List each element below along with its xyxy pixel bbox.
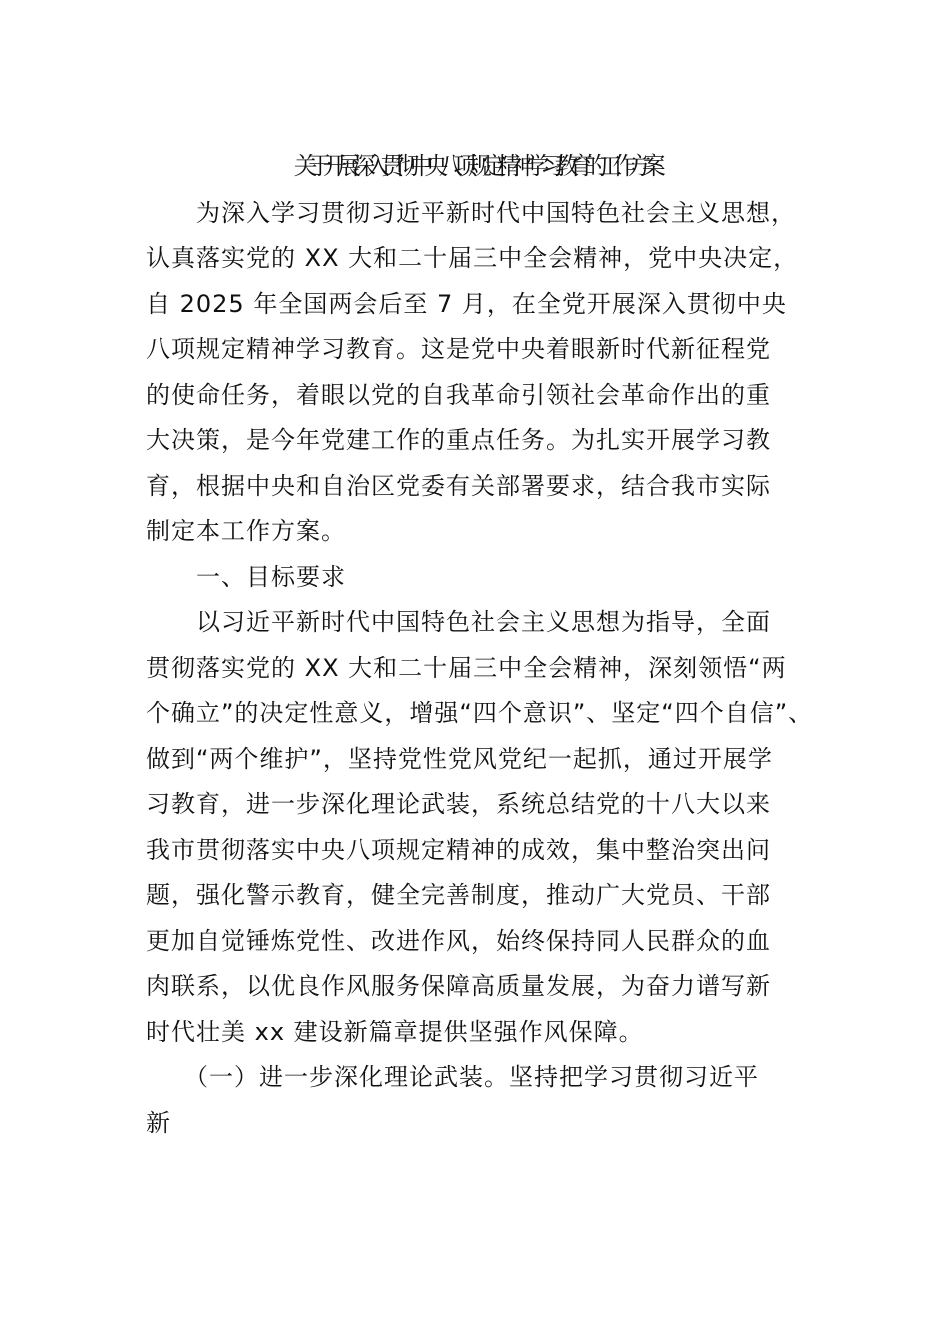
body-line: 新 — [146, 1109, 171, 1137]
body-line: 题，强化警示教育，健全完善制度，推动广大党员、干部 — [146, 881, 771, 909]
body-line: 时代壮美 xx 建设新篇章提供坚强作风保障。 — [146, 1018, 644, 1046]
body-line: 育，根据中央和自治区党委有关部署要求，结合我市实际 — [146, 472, 771, 500]
body-line: 自 2025 年全国两会后至 7 月，在全党开展深入贯彻中央 — [146, 290, 787, 318]
body-line: 的使命任务，着眼以党的自我革命引领社会革命作出的重 — [146, 381, 771, 409]
document-title: 关于开展深入贯彻中央八项规定精神学习教育的工作方案 — [293, 152, 657, 180]
subsection-heading: （一）进一步深化理论武装。坚持把学习贯彻习近平 — [146, 1063, 759, 1091]
body-line: 更加自觉锤炼党性、改进作风，始终保持同人民群众的血 — [146, 927, 771, 955]
body-line: 个确立”的决定性意义，增强“四个意识”、坚定“四个自信”、 — [146, 699, 814, 727]
body-line: 八项规定精神学习教育。这是党中央着眼新时代新征程党 — [146, 335, 771, 363]
body-line: 做到“两个维护”，坚持党性党风党纪一起抓，通过开展学 — [146, 745, 773, 773]
section-heading: 一、目标要求 — [146, 563, 346, 591]
body-line: 制定本工作方案。 — [146, 517, 346, 545]
body-line: 为深入学习贯彻习近平新时代中国特色社会主义思想， — [146, 199, 796, 227]
body-line: 以习近平新时代中国特色社会主义思想为指导，全面 — [146, 608, 771, 636]
body-line: 肉联系，以优良作风服务保障高质量发展，为奋力谱写新 — [146, 972, 771, 1000]
body-line: 我市贯彻落实中央八项规定精神的成效，集中整治突出问 — [146, 836, 771, 864]
body-line: 大决策，是今年党建工作的重点任务。为扎实开展学习教 — [146, 426, 771, 454]
body-line: 习教育，进一步深化理论武装，系统总结党的十八大以来 — [146, 790, 771, 818]
body-line: 贯彻落实党的 XX 大和二十届三中全会精神，深刻领悟“两 — [146, 654, 787, 682]
body-line: 认真落实党的 XX 大和二十届三中全会精神，党中央决定， — [146, 244, 799, 272]
